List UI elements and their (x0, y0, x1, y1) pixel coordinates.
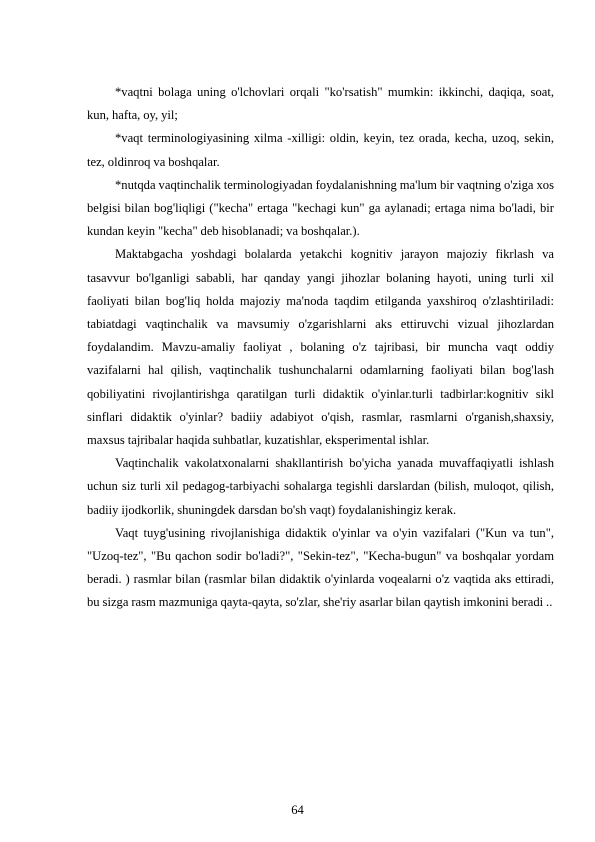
paragraph: *vaqt terminologiyasining xilma -xilligi: oldin, keyin, tez orada, kecha, uzoq, sekin, tez, oldinroq va boshqalar. (87, 131, 554, 169)
paragraph: Vaqtinchalik vakolatxonalarni shakllantirish bo'yicha yanada muvaffaqiyatli ishlash uchun siz turli xil pedagog-tarbiyachi sohalarga tegishli darslardan (bilish, muloqot, qilish, badiiy ijodkorlik, shuningdek darsdan bo'sh vaqt) foydalanishingiz kerak. (87, 456, 554, 517)
paragraph: Maktabgacha yoshdagi bolalarda yetakchi kognitiv jarayon majoziy fikrlash va tasavvur bo'lganligi sababli, har qanday yangi jihozlar bolaning hayoti, uning turli xil faoliyati bilan bog'liq holda majoziy ma'noda taqdim etilganda yaxshiroq o'zlashtiriladi: tabiatdagi vaqtinchalik va mavsumiy o'zgarishlarni aks ettiruvchi vizual jihozlardan foydalandim. Mavzu-amaliy faoliyat , bolaning o'z tajribasi, bir muncha vaqt oddiy vazifalarni hal qilish, vaqtinchalik tushunchalarni odamlarning faoliyati bilan bog'lash qobiliyatini rivojlantirishga qaratilgan turli didaktik o'yinlar.turli tadbirlar:kognitiv sikl sinflari didaktik o'yinlar? badiiy adabiyot o'qish, rasmlar, rasmlarni o'rganish,shaxsiy, maxsus tajribalar haqida suhbatlar, kuzatishlar, eksperimental ishlar. (87, 247, 554, 448)
page-number: 64 (291, 803, 304, 817)
page-body (87, 81, 554, 615)
paragraph: Vaqt tuyg'usining rivojlanishiga didaktik o'yinlar va o'yin vazifalari ("Kun va tun", "Uzoq-tez", "Bu qachon sodir bo'ladi?", "Sekin-tez", "Kecha-bugun" va boshqalar yordam beradi. ) rasmlar bilan (rasmlar bilan didaktik o'yinlarda voqealarni o'z vaqtida aks ettiradi, bu sizga rasm mazmuniga qayta-qayta, so'zlar, she'riy asarlar bilan qaytish imkonini beradi .. (87, 525, 554, 610)
paragraph: *vaqtni bolaga uning o'lchovlari orqali "ko'rsatish" mumkin: ikkinchi, daqiqa, soat, kun, hafta, oy, yil; (87, 85, 554, 123)
paragraph: *nutqda vaqtinchalik terminologiyadan foydalanishning ma'lum bir vaqtning o'ziga xos belgisi bilan bog'liqligi ("kecha" ertaga "kechagi kun" ga aylanadi; ertaga nima bo'ladi, bir kundan keyin "kecha" deb hisoblanadi; va boshqalar.). (87, 177, 554, 239)
